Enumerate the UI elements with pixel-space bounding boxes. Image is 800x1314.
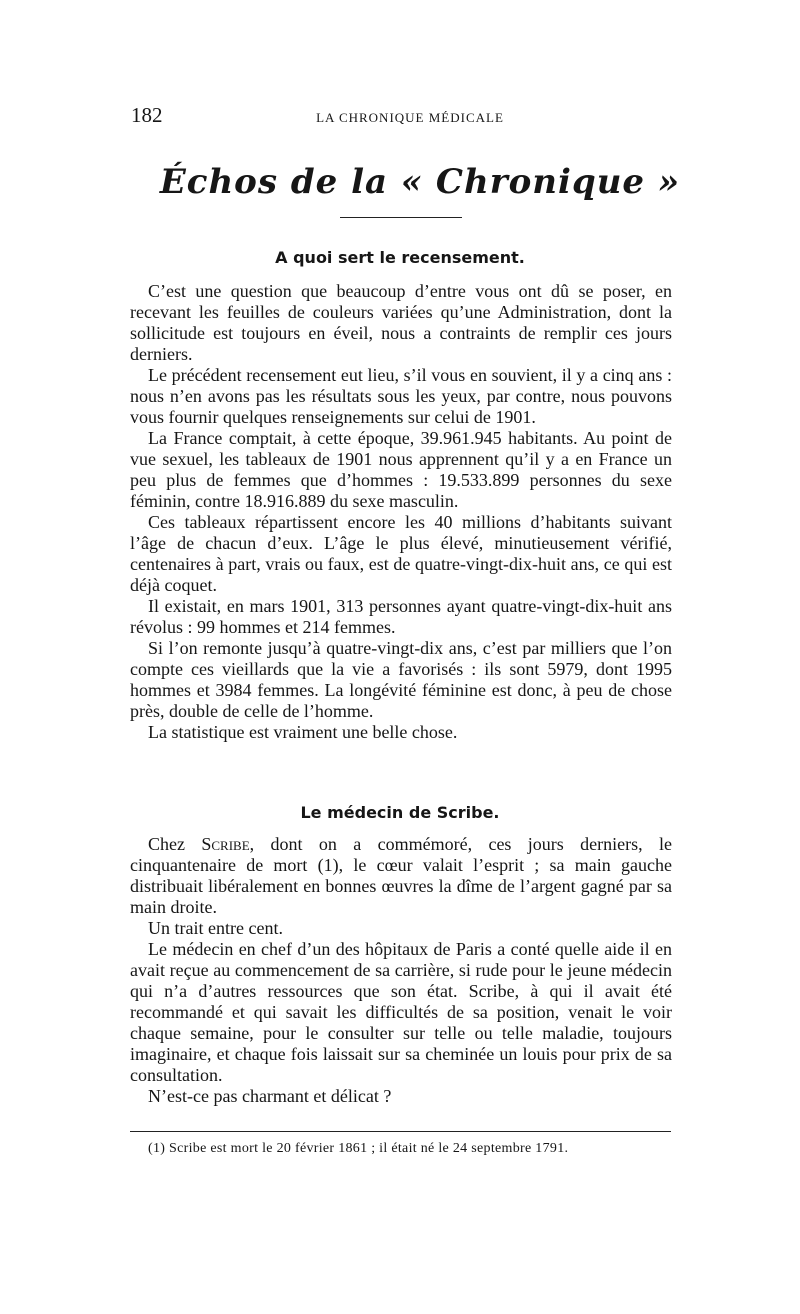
article-title: Échos de la « Chronique » bbox=[159, 162, 681, 202]
paragraph: Ces tableaux répartissent encore les 40 millions d’habitants suivant l’âge de chacun d’eux. L’âge le plus élevé, minutieusement vérifié, centenaires à part, vrais ou faux, est de quatre-vingt-dix-huit ans, ce qui est déjà coquet. bbox=[130, 512, 672, 595]
section-heading-recensement: A quoi sert le recensement. bbox=[275, 248, 525, 267]
author-name: Scribe bbox=[201, 834, 250, 854]
title-divider bbox=[340, 217, 462, 218]
paragraph: N’est-ce pas charmant et délicat ? bbox=[148, 1086, 392, 1106]
text-fragment: Chez bbox=[148, 834, 202, 854]
running-title: LA CHRONIQUE MÉDICALE bbox=[316, 110, 504, 125]
paragraph: Il existait, en mars 1901, 313 personnes ayant quatre-vingt-dix-huit ans révolus : 99 hommes et 214 femmes. bbox=[130, 596, 672, 637]
page-number: 182 bbox=[131, 103, 163, 127]
section-body-scribe bbox=[130, 834, 672, 1107]
paragraph: La France comptait, à cette époque, 39.961.945 habitants. Au point de vue sexuel, les tableaux de 1901 nous apprennent qu’il y a en France un peu plus de femmes que d’hommes : 19.533.899 personnes du sexe féminin, contre 18.916.889 du sexe masculin. bbox=[130, 428, 672, 511]
section-body-recensement bbox=[130, 281, 672, 743]
paragraph: C’est une question que beaucoup d’entre vous ont dû se poser, en recevant les feuilles de couleurs variées qu’une Administration, dont la sollicitude est toujours en éveil, nous a contraints de remplir ces jours derniers. bbox=[130, 281, 672, 364]
footnote-divider bbox=[130, 1131, 671, 1132]
section-heading-scribe: Le médecin de Scribe. bbox=[300, 803, 500, 822]
text-fragment: , dont on a commémoré, ces jours derniers, le cinquantenaire de mort (1), le cœur valait l’esprit ; sa main gauche distribuait libéralement en bonnes œuvres la dîme de l’argent gagné par sa main droite. bbox=[130, 834, 673, 917]
paragraph bbox=[130, 834, 672, 918]
paragraph: Le médecin en chef d’un des hôpitaux de Paris a conté quelle aide il en avait reçue au commencement de sa carrière, si rude pour le jeune médecin qui n’a d’autres ressources que son état. Scribe, à qui il avait été recommandé et qui savait les difficultés de sa position, venait le voir chaque semaine, pour le consulter sur telle ou telle maladie, toujours imaginaire, et chaque fois laissait sur sa cheminée un louis pour prix de sa consultation. bbox=[130, 939, 672, 1085]
paragraph: Si l’on remonte jusqu’à quatre-vingt-dix ans, c’est par milliers que l’on compte ces vieillards que la vie a favorisés : ils sont 5979, dont 1995 hommes et 3984 femmes. La longévité féminine est donc, à peu de chose près, double de celle de l’homme. bbox=[130, 638, 672, 721]
paragraph: Le précédent recensement eut lieu, s’il vous en souvient, il y a cinq ans : nous n’en avons pas les résultats sous les yeux, par contre, nous pouvons vous fournir quelques renseignements sur celui de 1901. bbox=[130, 365, 672, 427]
footnote: (1) Scribe est mort le 20 février 1861 ; il était né le 24 septembre 1791. bbox=[148, 1141, 569, 1156]
paragraph: La statistique est vraiment une belle chose. bbox=[148, 722, 458, 742]
paragraph: Un trait entre cent. bbox=[148, 918, 283, 938]
